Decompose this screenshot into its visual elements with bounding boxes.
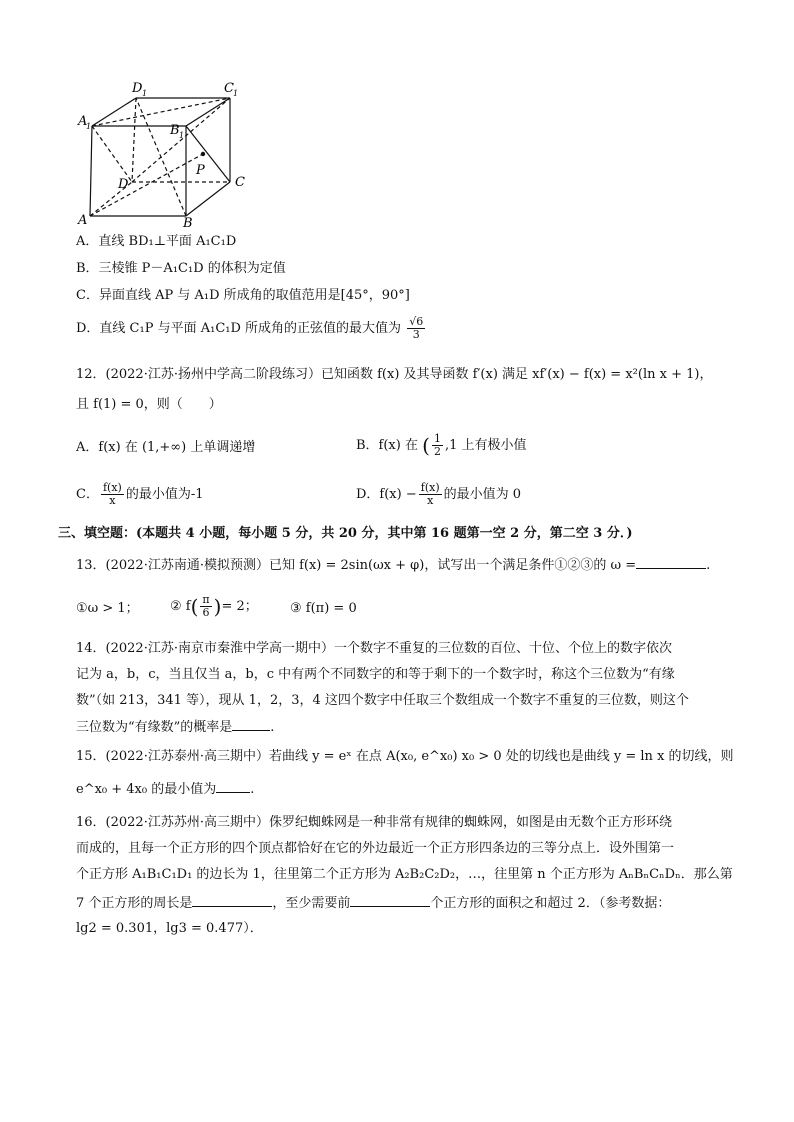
q12-option-d-suffix: 的最小值为 0 <box>443 487 522 502</box>
section-3-heading: 三、填空题：(本题共 4 小题，每小题 5 分，共 20 分，其中第 16 题第一空 2 分，第二空 3 分．) <box>58 526 633 541</box>
q13-cond2-suffix: = 2； <box>221 599 258 614</box>
fraction-numerator: f(x) <box>102 481 122 494</box>
diag-A1C1 <box>92 98 230 126</box>
q12-stem-line2: 且 f(1) = 0，则（ ） <box>76 397 222 412</box>
q14-period: . <box>270 720 275 735</box>
q12-option-a: A．f(x) 在 (1,+∞) 上单调递增 <box>76 440 256 455</box>
q11-option-d-text: D．直线 C₁P 与平面 A₁C₁D 所成角的正弦值的最大值为 <box>76 321 402 336</box>
cube-figure <box>70 78 260 228</box>
q12-option-b-prefix: B．f(x) 在 <box>356 438 418 453</box>
q13-condition-2 <box>170 594 258 619</box>
q11-option-d <box>76 316 734 341</box>
fraction-numerator: f(x) <box>420 481 440 494</box>
diag-DC1 <box>132 98 230 182</box>
q12-source: 12．(2022·江苏·扬州中学高二阶段练习）已知函数 <box>76 367 378 382</box>
label-B: B <box>183 216 193 228</box>
q13-period: . <box>706 558 711 573</box>
edge-BC <box>186 182 230 216</box>
paren-right: ) <box>213 594 222 619</box>
q16-line4-c: 个正方形的面积之和超过 2．（参考数据： <box>430 896 671 911</box>
label-P: P <box>196 163 205 178</box>
q12-stem-math: f(x) 及其导函数 f′(x) 满足 xf′(x) − f(x) = x²(ln x + 1)， <box>377 367 713 382</box>
q12-stem-line1 <box>76 366 734 384</box>
fraction-denominator: 2 <box>433 445 441 458</box>
fraction-denominator: 3 <box>412 328 420 341</box>
label-B1: B <box>170 123 180 138</box>
q12-option-d <box>356 482 521 507</box>
q12-option-d-fraction <box>419 482 442 507</box>
fraction-numerator: √6 <box>409 315 424 328</box>
q15-answer-blank <box>216 780 250 793</box>
label-B1-sub: 1 <box>179 131 185 140</box>
q14-line2: 记为 a，b，c，当且仅当 a，b，c 中有两个不同数字的和等于剩下的一个数字时，称这个三位数为“有缘 <box>76 667 675 682</box>
q15-line2-text: e^x₀ + 4x₀ 的最小值为 <box>76 782 217 797</box>
q16-line4-a: 7 个正方形的周长是 <box>76 896 193 911</box>
q14-line1: 14．(2022·江苏·南京市秦淮中学高一期中）一个数字不重复的三位数的百位、十位、个位上的数字依次 <box>76 641 672 656</box>
label-A1: A <box>78 114 88 129</box>
q16-line1: 16．(2022·江苏苏州·高三期中）侏罗纪蜘蛛网是一种非常有规律的蜘蛛网，如图是由无数个正方形环绕 <box>76 815 672 830</box>
label-D1: D <box>132 81 143 96</box>
q13-answer-blank <box>636 556 706 569</box>
q15-line2 <box>76 780 734 799</box>
q13-condition-3: ③ f(π) = 0 <box>290 601 357 616</box>
label-C1: C <box>224 81 234 96</box>
diag-BD1 <box>136 98 186 216</box>
label-C1-sub: 1 <box>233 89 239 98</box>
q14-line3: 数”（如 213，341 等），现从 1，2，3，4 这四个数字中任取三个数组成一个数字不重复的三位数，则这个 <box>76 693 689 708</box>
q12-option-b-fraction <box>432 433 443 458</box>
q11-option-b: B．三棱锥 P－A₁C₁D 的体积为定值 <box>76 261 286 276</box>
q16-line2: 而成的，且每一个正方形的四个顶点都恰好在它的外边最近一个正方形四条边的三等分点上．设外围第一 <box>76 841 675 856</box>
fraction-denominator: 6 <box>202 606 210 619</box>
fraction-numerator: π <box>202 593 210 606</box>
q11-option-c: C．异面直线 AP 与 A₁D 所成角的取值范用是[45°，90°] <box>76 288 410 303</box>
paren-left: ( <box>190 594 199 619</box>
q15-line1: 15．(2022·江苏泰州·高三期中）若曲线 y = eˣ 在点 A(x₀, e^x₀) x₀ > 0 处的切线也是曲线 y = ln x 的切线，则 <box>76 749 734 764</box>
q12-option-c <box>76 482 203 507</box>
q12-option-c-prefix: C． <box>76 487 99 502</box>
q13-condition-1: ①ω > 1； <box>76 601 139 616</box>
diag-A1D <box>92 126 132 182</box>
label-C: C <box>235 175 245 190</box>
point-P <box>201 152 205 156</box>
q15-period: . <box>250 782 255 797</box>
q13-stem-text: 13．(2022·江苏南通·模拟预测）已知 f(x) = 2sin(ωx + φ)，试写出一个满足条件①②③的 ω = <box>76 558 637 573</box>
q12-option-b <box>356 433 526 458</box>
fraction-denominator: x <box>427 494 434 507</box>
q12-option-c-fraction <box>101 482 124 507</box>
q13-cond2-prefix: ② f <box>170 599 191 614</box>
q16-answer-blank-1 <box>192 894 272 907</box>
q16-line4 <box>76 894 734 913</box>
q13-cond2-fraction <box>200 594 211 619</box>
fraction-numerator: 1 <box>433 432 441 445</box>
label-D: D <box>118 177 129 192</box>
q14-line4 <box>76 718 734 737</box>
q16-line4-b: ，至少需要前 <box>272 896 351 911</box>
label-A: A <box>78 213 88 228</box>
diag-B1C <box>186 126 230 182</box>
q13-stem <box>76 556 734 575</box>
label-D1-sub: 1 <box>142 89 148 98</box>
q16-line3: 个正方形 A₁B₁C₁D₁ 的边长为 1，往里第二个正方形为 A₂B₂C₂D₂，…，往里第 n 个正方形为 AₙBₙCₙDₙ．那么第 <box>76 867 733 882</box>
q14-line4-text: 三位数为“有缘数”的概率是 <box>76 720 233 735</box>
paren-left: ( <box>422 433 430 458</box>
q12-option-b-suffix: ,1 上有极小值 <box>444 438 527 453</box>
q12-option-d-prefix: D．f(x) − <box>356 487 417 502</box>
edge-AA1 <box>90 126 92 216</box>
q11-option-d-fraction <box>407 316 425 341</box>
q11-option-a: A．直线 BD₁⊥平面 A₁C₁D <box>76 234 237 249</box>
edge-DD1 <box>132 98 136 182</box>
label-A1-sub: 1 <box>86 122 92 131</box>
q12-option-c-suffix: 的最小值为-1 <box>125 487 204 502</box>
edge-B1C1 <box>186 98 230 126</box>
q14-answer-blank <box>232 718 270 731</box>
fraction-denominator: x <box>109 494 116 507</box>
q16-answer-blank-2 <box>350 894 430 907</box>
q16-line5: lg2 = 0.301，lg3 = 0.477）． <box>76 921 263 936</box>
